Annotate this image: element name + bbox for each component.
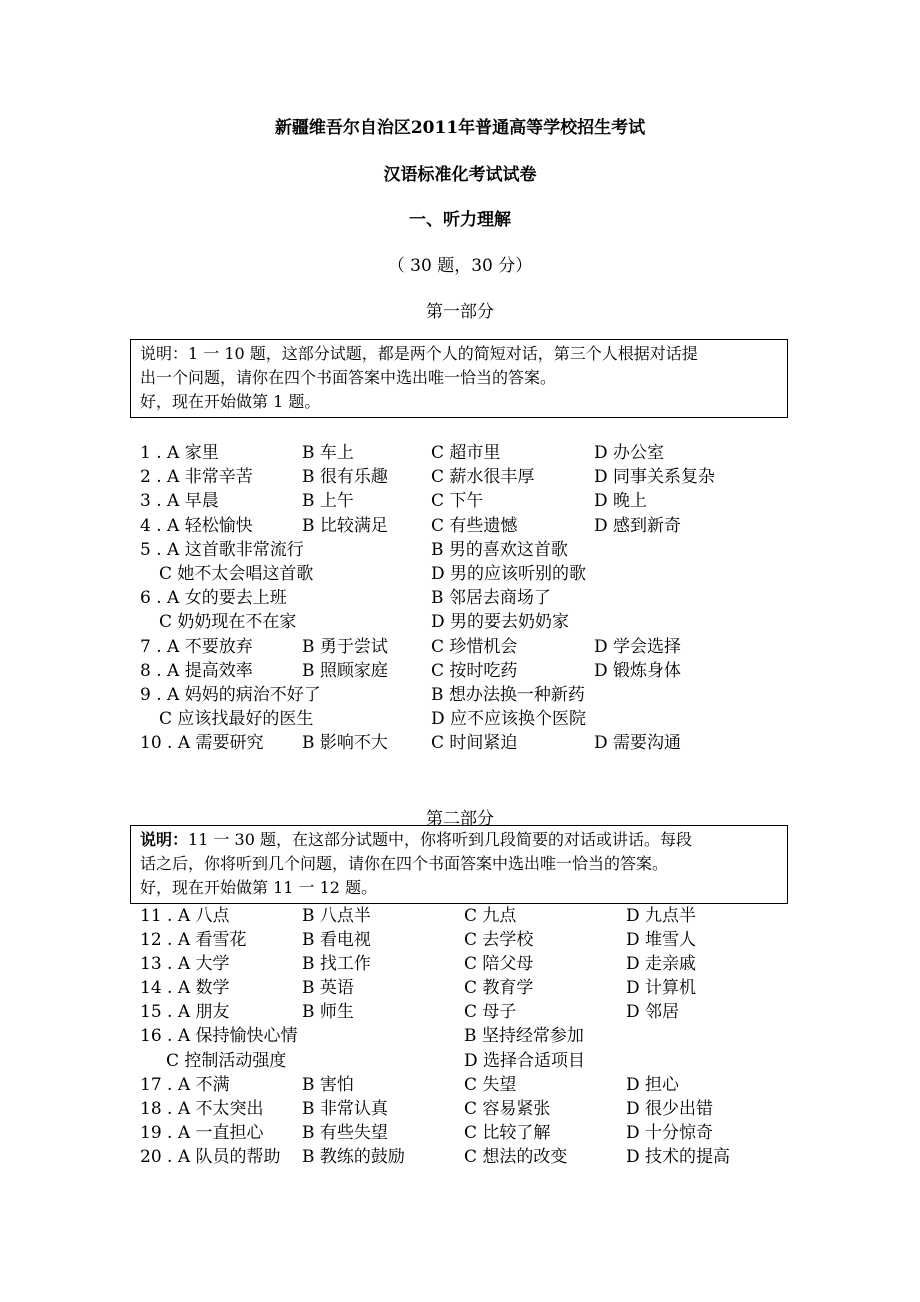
- option-b: B 八点半: [302, 906, 371, 926]
- option-b: D 男的应该听别的歌: [431, 563, 587, 584]
- part1-instructions-line2: 出一个问题，请你在四个书面答案中选出唯一恰当的答案。: [140, 368, 557, 387]
- option-a: 1 . A 家里: [140, 443, 219, 463]
- option-b: B 害怕: [302, 1074, 354, 1095]
- question-row: [140, 635, 800, 659]
- option-a: 10 . A 需要研究: [140, 733, 264, 754]
- question-row: [140, 683, 800, 707]
- option-d: D 晚上: [594, 491, 648, 512]
- option-a: 15 . A 朋友: [140, 1002, 230, 1023]
- question-row: [140, 1049, 800, 1073]
- option-b: B 师生: [302, 1002, 354, 1023]
- question-row: [140, 1000, 800, 1024]
- option-a: 13 . A 大学: [140, 954, 230, 975]
- option-b: B 比较满足: [302, 515, 388, 536]
- option-b: B 勇于尝试: [302, 636, 388, 657]
- part2-question-list: [140, 904, 800, 1169]
- option-c: C 时间紧迫: [431, 733, 518, 754]
- option-d: D 需要沟通: [594, 733, 682, 754]
- option-a: C 她不太会唱这首歌: [159, 563, 314, 584]
- option-a: 16 . A 保持愉快心情: [140, 1026, 298, 1047]
- question-row: [140, 562, 800, 586]
- part2-instructions-line1-text: 11 一 30 题，在这部分试题中，你将听到几段简要的对话或讲话。每段: [188, 830, 692, 849]
- option-d: D 很少出错: [626, 1098, 714, 1119]
- question-row: [140, 489, 800, 513]
- option-c: C 珍惜机会: [431, 636, 518, 657]
- question-row: [140, 928, 800, 952]
- option-a: 8 . A 提高效率: [140, 660, 253, 681]
- option-d: D 技术的提高: [626, 1146, 731, 1167]
- option-a: 5 . A 这首歌非常流行: [140, 539, 304, 560]
- question-row: [140, 538, 800, 562]
- part2-heading: 第二部分: [426, 809, 494, 829]
- option-b: B 英语: [302, 978, 354, 999]
- question-row: [140, 1097, 800, 1121]
- part2-instructions-line2: 话之后，你将听到几个问题，请你在四个书面答案中选出唯一恰当的答案。: [140, 854, 669, 873]
- option-a: C 应该找最好的医生: [159, 709, 314, 730]
- option-a: C 控制活动强度: [166, 1050, 287, 1071]
- option-a: 17 . A 不满: [140, 1074, 230, 1095]
- option-b: B 找工作: [302, 954, 371, 975]
- question-row: [140, 1145, 800, 1169]
- option-a: C 奶奶现在不在家: [159, 612, 297, 633]
- part2-instructions-line1: [140, 828, 779, 852]
- option-a: 19 . A 一直担心: [140, 1122, 264, 1143]
- part1-instructions-box: [130, 339, 788, 418]
- option-d: D 十分惊奇: [626, 1122, 714, 1143]
- paper-title: 汉语标准化考试试卷: [383, 165, 537, 185]
- question-row: [140, 586, 800, 610]
- option-c: C 超市里: [431, 443, 501, 463]
- option-b: B 邻居去商场了: [431, 588, 551, 609]
- option-a: 20 . A 队员的帮助: [140, 1146, 281, 1167]
- option-b: B 想办法换一种新药: [431, 684, 585, 705]
- option-c: C 下午: [431, 491, 484, 512]
- part1-instructions-line1: 说明：1 一 10 题，这部分试题，都是两个人的简短对话，第三个人根据对话提: [140, 344, 698, 363]
- question-row: [140, 1121, 800, 1145]
- question-row: [140, 1073, 800, 1097]
- question-row: [140, 707, 800, 731]
- option-c: C 母子: [464, 1002, 517, 1023]
- option-c: C 薪水很丰厚: [431, 467, 535, 488]
- part2-instructions-box: [130, 825, 788, 904]
- option-b: B 坚持经常参加: [464, 1026, 584, 1047]
- question-row: [140, 952, 800, 976]
- option-c: C 有些遗憾: [431, 515, 518, 536]
- question-row: [140, 441, 800, 465]
- question-row: [140, 731, 800, 755]
- option-b: B 上午: [302, 491, 354, 512]
- option-a: 14 . A 数学: [140, 978, 230, 999]
- option-c: C 九点: [464, 906, 517, 926]
- option-a: 6 . A 女的要去上班: [140, 588, 287, 609]
- option-a: 12 . A 看雪花: [140, 930, 247, 951]
- option-c: C 比较了解: [464, 1122, 551, 1143]
- option-c: C 容易紧张: [464, 1098, 551, 1119]
- option-d: D 同事关系复杂: [594, 467, 716, 488]
- option-c: C 陪父母: [464, 954, 534, 975]
- option-d: D 担心: [626, 1074, 680, 1095]
- option-b: D 应不应该换个医院: [431, 709, 587, 730]
- option-b: B 影响不大: [302, 733, 388, 754]
- question-row: [140, 659, 800, 683]
- option-b: B 车上: [302, 443, 354, 463]
- option-a: 3 . A 早晨: [140, 491, 219, 512]
- exam-title: 新疆维吾尔自治区2011年普通高等学校招生考试: [274, 118, 646, 138]
- option-d: D 感到新奇: [594, 515, 682, 536]
- option-b: B 教练的鼓励: [302, 1146, 405, 1167]
- option-d: D 九点半: [626, 906, 697, 926]
- option-c: C 失望: [464, 1074, 517, 1095]
- option-d: D 学会选择: [594, 636, 682, 657]
- option-d: D 堆雪人: [626, 930, 697, 951]
- option-b: B 有些失望: [302, 1122, 388, 1143]
- option-d: D 办公室: [594, 443, 665, 463]
- option-d: D 走亲戚: [626, 954, 697, 975]
- part1-instructions-line3: 好，现在开始做第 1 题。: [140, 392, 321, 411]
- part2-instructions-label: 说明：: [140, 830, 189, 849]
- option-b: D 男的要去奶奶家: [431, 612, 570, 633]
- option-b: D 选择合适项目: [464, 1050, 586, 1071]
- option-a: 4 . A 轻松愉快: [140, 515, 253, 536]
- option-a: 9 . A 妈妈的病治不好了: [140, 684, 321, 705]
- option-a: 2 . A 非常辛苦: [140, 467, 253, 488]
- option-b: B 照顾家庭: [302, 660, 388, 681]
- question-row: [140, 1024, 800, 1048]
- question-row: [140, 904, 800, 928]
- option-b: B 看电视: [302, 930, 371, 951]
- part1-question-list: [140, 441, 800, 755]
- option-a: 18 . A 不太突出: [140, 1098, 264, 1119]
- option-b: B 很有乐趣: [302, 467, 388, 488]
- option-c: C 想法的改变: [464, 1146, 568, 1167]
- option-a: 7 . A 不要放弃: [140, 636, 253, 657]
- option-b: B 男的喜欢这首歌: [431, 539, 568, 560]
- section-title: 一、听力理解: [409, 210, 511, 230]
- option-b: B 非常认真: [302, 1098, 388, 1119]
- option-d: D 邻居: [626, 1002, 680, 1023]
- option-a: 11 . A 八点: [140, 906, 230, 926]
- section-score: （ 30 题，30 分）: [387, 256, 533, 276]
- part2-instructions-line3: 好，现在开始做第 11 一 12 题。: [140, 878, 378, 897]
- question-row: [140, 514, 800, 538]
- option-c: C 去学校: [464, 930, 534, 951]
- question-row: [140, 465, 800, 489]
- question-row: [140, 976, 800, 1000]
- option-c: C 教育学: [464, 978, 534, 999]
- option-d: D 锻炼身体: [594, 660, 682, 681]
- option-c: C 按时吃药: [431, 660, 518, 681]
- part1-heading: 第一部分: [426, 302, 494, 322]
- question-row: [140, 610, 800, 634]
- option-d: D 计算机: [626, 978, 697, 999]
